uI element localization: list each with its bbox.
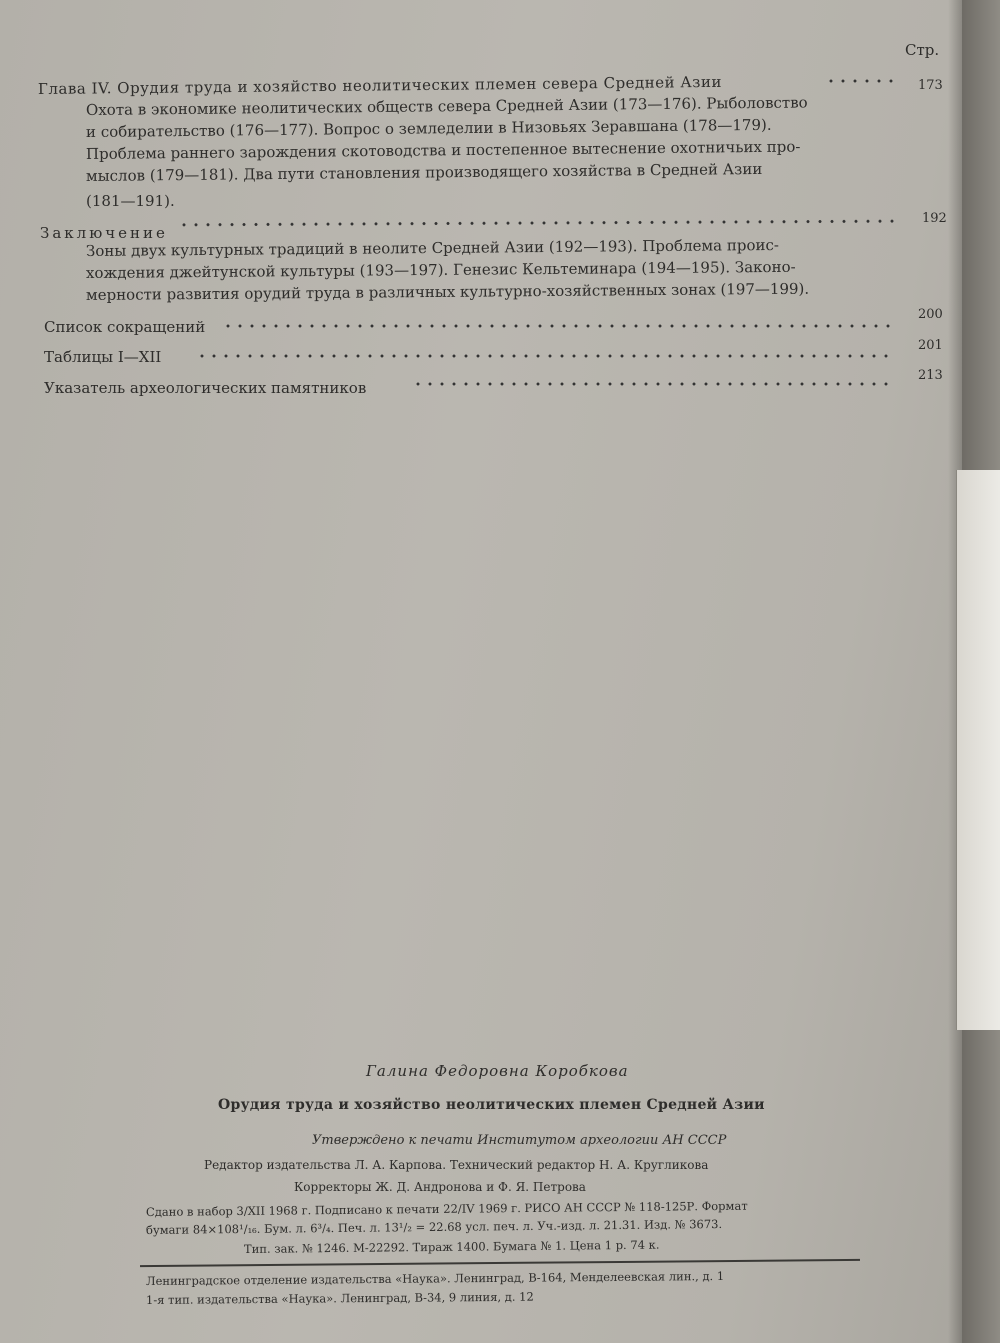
leader-dots [196, 349, 894, 363]
conclusion-line-1: Зоны двух культурных традиций в неолите Средней Азии (192—193). Проблема проис- [85, 235, 779, 260]
approval-line: Утверждено к печати Институтом археологии АН СССР [312, 1133, 727, 1148]
print-info-line-2: бумаги 84×108¹/₁₆. Бум. л. 6³/₄. Печ. л. 13¹/₂ = 22.68 усл. печ. л. Уч.-изд. л. 21.31. Изд. № 3673. [145, 1216, 723, 1237]
print-info-line-3: Тип. зак. № 1246. М-22292. Тираж 1400. Бумага № 1. Цена 1 р. 74 к. [243, 1237, 660, 1256]
index-page: 213 [918, 368, 943, 383]
conclusion-line-3: мерности развития орудий труда в различных культурно-хозяйственных зонах (197—199). [85, 279, 810, 304]
typography-line: 1-я тип. издательства «Наука». Ленинград, В-34, 9 линия, д. 12 [145, 1289, 534, 1307]
leader-dots [222, 319, 894, 333]
page-column-header: Стр. [905, 41, 940, 59]
chapter-4-line-2: и собирательство (176—177). Вопрос о земледелии в Низовьях Зеравшана (178—179). [85, 115, 772, 141]
leader-dots [825, 74, 897, 88]
abbreviations-title: Список сокращений [44, 318, 206, 336]
next-page-edge [956, 470, 1000, 1030]
chapter-4-page: 173 [918, 78, 943, 93]
conclusion-line-2: хождения джейтунской культуры (193—197). Генезис Кельтеминара (194—195). Законо- [85, 257, 796, 282]
publisher-line: Ленинградское отделение издательства «Наука». Ленинград, В-164, Менделеевская лин., д. 1 [145, 1268, 725, 1288]
editors-line: Редактор издательства Л. А. Карпова. Технический редактор Н. А. Кругликова [204, 1158, 709, 1172]
leader-dots [412, 377, 894, 391]
print-info-line-1: Сдано в набор 3/XII 1968 г. Подписано к печати 22/IV 1969 г. РИСО АН СССР № 118-125Р. Формат [145, 1198, 748, 1219]
tables-title: Таблицы I—XII [44, 348, 162, 366]
author-name: Галина Федоровна Коробкова [366, 1062, 629, 1080]
tables-page: 201 [918, 338, 943, 353]
correctors-line: Корректоры Ж. Д. Андронова и Ф. Я. Петрова [294, 1180, 586, 1194]
chapter-4-line-3: Проблема раннего зарождения скотоводства и постепенное вытеснение охотничьих про- [85, 137, 801, 163]
index-title: Указатель археологических памятников [44, 379, 367, 397]
conclusion-title: Заключение [40, 224, 168, 242]
chapter-4-title: Глава IV. Орудия труда и хозяйство неолитических племен севера Средней Азии [37, 72, 723, 98]
chapter-4-line-1: Охота в экономике неолитических обществ севера Средней Азии (173—176). Рыболовство [85, 93, 808, 119]
book-title: Орудия труда и хозяйство неолитических племен Средней Азии [218, 1097, 765, 1113]
conclusion-page: 192 [922, 211, 947, 226]
chapter-4-line-5: (181—191). [86, 192, 175, 210]
chapter-4-line-4: мыслов (179—181). Два пути становления производящего хозяйства в Средней Азии [85, 159, 763, 185]
abbreviations-page: 200 [918, 307, 943, 322]
